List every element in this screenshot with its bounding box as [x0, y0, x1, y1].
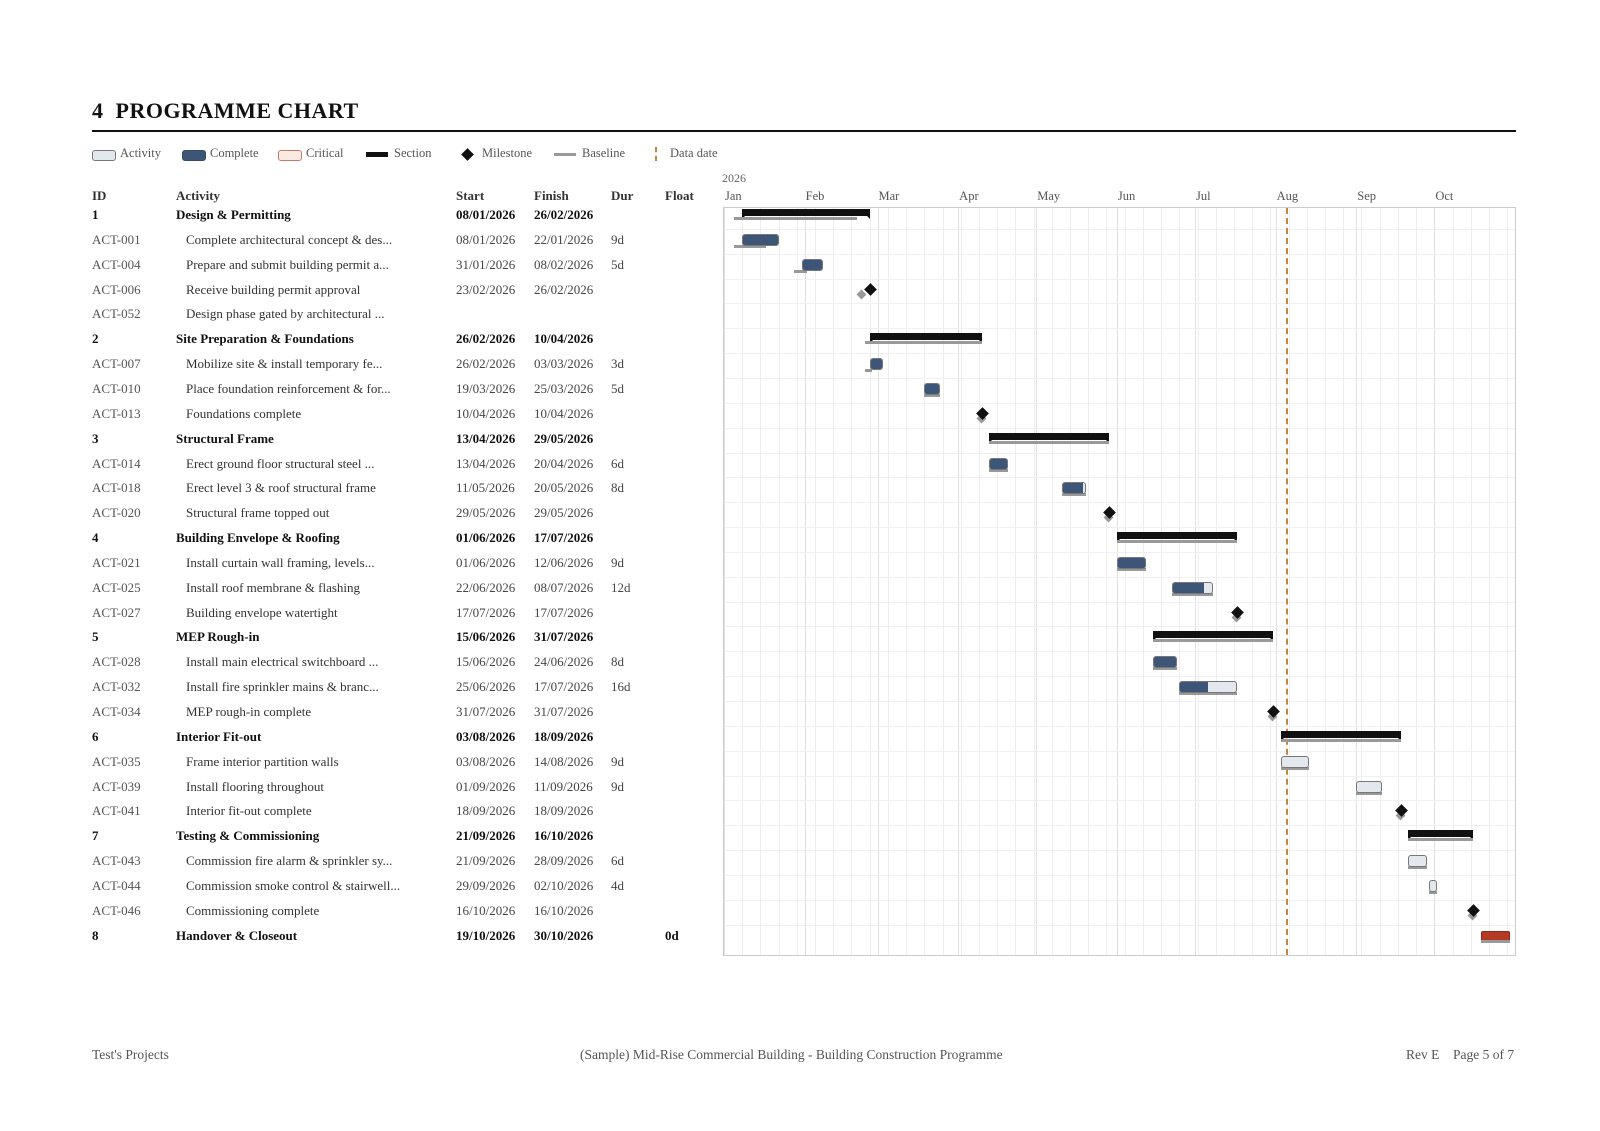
row-id: ACT-006 — [92, 281, 141, 297]
row-start-date: 08/01/2026 — [456, 231, 516, 247]
row-id: 1 — [92, 207, 99, 222]
column-header-activity: Activity — [176, 188, 221, 203]
row-start-date: 22/06/2026 — [456, 579, 516, 595]
row-start-date: 25/06/2026 — [456, 679, 516, 695]
row-gridline — [724, 726, 1515, 727]
row-id: ACT-014 — [92, 455, 141, 471]
row-start-date: 26/02/2026 — [456, 331, 516, 347]
row-activity-name: Structural Frame — [176, 430, 274, 446]
row-gridline — [724, 776, 1515, 777]
row-start-date: 19/10/2026 — [456, 927, 516, 943]
section-summary-bar[interactable] — [870, 333, 982, 340]
month-gridline — [958, 208, 959, 955]
row-id: ACT-025 — [92, 579, 141, 595]
row-finish-date: 22/01/2026 — [534, 231, 594, 247]
row-finish-date: 14/08/2026 — [534, 753, 594, 769]
week-gridline — [1106, 208, 1107, 955]
footer-revision: Rev E — [1406, 1047, 1440, 1062]
week-gridline — [1471, 208, 1472, 955]
month-gridline — [878, 208, 879, 955]
row-gridline — [724, 850, 1515, 851]
row-duration: 3d — [611, 356, 624, 372]
row-activity-name: Design phase gated by architectural ... — [186, 306, 385, 322]
activity-bar[interactable] — [1356, 781, 1382, 793]
row-activity-name: Commissioning complete — [186, 902, 320, 918]
week-gridline — [1143, 208, 1144, 955]
row-activity-name: Design & Permitting — [176, 207, 291, 222]
section-baseline-bar — [1281, 739, 1401, 742]
row-id: ACT-046 — [92, 902, 141, 918]
activity-progress-fill — [1063, 483, 1082, 493]
activity-swatch-icon — [92, 150, 116, 161]
week-gridline — [997, 208, 998, 955]
section-baseline-bar — [1153, 639, 1273, 642]
row-activity-name: Erect ground floor structural steel ... — [186, 455, 375, 471]
page-title: 4 PROGRAMME CHART — [92, 98, 359, 123]
row-duration: 12d — [611, 579, 631, 595]
row-start-date: 15/06/2026 — [456, 629, 516, 645]
week-gridline — [1125, 208, 1126, 955]
row-finish-date: 30/10/2026 — [534, 927, 594, 943]
row-gridline — [724, 875, 1515, 876]
row-gridline — [724, 502, 1515, 503]
row-duration: 9d — [611, 554, 624, 570]
section-summary-bar[interactable] — [1408, 830, 1473, 837]
row-start-date: 21/09/2026 — [456, 853, 516, 869]
row-finish-date: 17/07/2026 — [534, 530, 594, 546]
week-gridline — [870, 208, 871, 955]
month-label: Mar — [878, 189, 900, 203]
row-finish-date: 16/10/2026 — [534, 902, 594, 918]
row-activity-name: Place foundation reinforcement & for... — [186, 380, 391, 396]
row-id: 7 — [92, 828, 99, 844]
row-duration: 5d — [611, 256, 624, 272]
section-baseline-bar — [865, 341, 982, 344]
week-gridline — [906, 208, 907, 955]
row-start-date: 31/01/2026 — [456, 256, 516, 272]
row-finish-date: 10/04/2026 — [534, 331, 594, 347]
title-rule — [92, 130, 1516, 132]
week-gridline — [851, 208, 852, 955]
row-start-date: 11/05/2026 — [456, 480, 515, 496]
footer-page-number: Page 5 of 7 — [1453, 1047, 1515, 1062]
week-gridline — [1161, 208, 1162, 955]
row-activity-name: Commission fire alarm & sprinkler sy... — [186, 853, 393, 869]
row-activity-name: Receive building permit approval — [186, 281, 361, 297]
row-gridline — [724, 403, 1515, 404]
row-gridline — [724, 353, 1515, 354]
row-activity-name: Building envelope watertight — [186, 604, 338, 620]
row-id: ACT-035 — [92, 753, 141, 769]
row-gridline — [724, 229, 1515, 230]
row-start-date: 01/09/2026 — [456, 778, 516, 794]
week-gridline — [1270, 208, 1271, 955]
row-gridline — [724, 477, 1515, 478]
row-finish-date: 25/03/2026 — [534, 380, 594, 396]
activity-bar[interactable] — [1429, 880, 1437, 892]
row-id: ACT-028 — [92, 654, 141, 670]
row-activity-name: Handover & Closeout — [176, 927, 298, 943]
row-activity-name: Foundations complete — [186, 405, 302, 421]
row-start-date: 23/02/2026 — [456, 281, 516, 297]
week-gridline — [1070, 208, 1071, 955]
month-label: Feb — [805, 189, 825, 203]
row-start-date: 29/05/2026 — [456, 505, 516, 521]
week-gridline — [1015, 208, 1016, 955]
month-gridline — [1117, 208, 1118, 955]
row-duration: 16d — [611, 679, 631, 695]
row-gridline — [724, 328, 1515, 329]
month-label: Aug — [1276, 189, 1299, 203]
row-gridline — [724, 279, 1515, 280]
week-gridline — [742, 208, 743, 955]
row-activity-name: Commission smoke control & stairwell... — [186, 877, 401, 893]
row-finish-date: 20/04/2026 — [534, 455, 594, 471]
row-id: ACT-027 — [92, 604, 141, 620]
month-label: Jan — [725, 189, 742, 203]
row-gridline — [724, 552, 1515, 553]
month-gridline — [724, 208, 725, 955]
row-start-date: 03/08/2026 — [456, 753, 516, 769]
row-start-date: 13/04/2026 — [456, 430, 516, 446]
section-swatch-icon — [366, 152, 388, 157]
row-start-date: 19/03/2026 — [456, 380, 516, 396]
timeline-year: 2026 — [722, 171, 746, 185]
row-float: 0d — [665, 927, 679, 943]
row-activity-name: Install main electrical switchboard ... — [186, 654, 379, 670]
row-duration: 5d — [611, 380, 624, 396]
row-start-date: 08/01/2026 — [456, 207, 516, 222]
week-gridline — [1088, 208, 1089, 955]
row-gridline — [724, 676, 1515, 677]
row-id: ACT-001 — [92, 231, 141, 247]
row-duration: 8d — [611, 654, 624, 670]
row-start-date: 13/04/2026 — [456, 455, 516, 471]
row-activity-name: Testing & Commissioning — [176, 828, 320, 844]
section-summary-bar[interactable] — [989, 433, 1109, 440]
row-start-date: 29/09/2026 — [456, 877, 516, 893]
row-start-date: 15/06/2026 — [456, 654, 516, 670]
week-gridline — [979, 208, 980, 955]
week-gridline — [833, 208, 834, 955]
row-activity-name: Building Envelope & Roofing — [176, 530, 340, 546]
month-label: Apr — [959, 189, 979, 203]
row-duration: 8d — [611, 480, 624, 496]
activity-bar[interactable] — [1153, 656, 1176, 668]
row-id: ACT-004 — [92, 256, 141, 272]
week-gridline — [1216, 208, 1217, 955]
row-finish-date: 08/07/2026 — [534, 579, 594, 595]
week-gridline — [1289, 208, 1290, 955]
week-gridline — [961, 208, 962, 955]
section-summary-bar[interactable] — [1153, 631, 1273, 638]
data-date-line-icon — [655, 147, 657, 161]
row-finish-date: 18/09/2026 — [534, 803, 594, 819]
row-duration: 9d — [611, 753, 624, 769]
week-gridline — [1034, 208, 1035, 955]
row-gridline — [724, 577, 1515, 578]
week-gridline — [760, 208, 761, 955]
complete-swatch-icon — [182, 150, 206, 161]
row-gridline — [724, 825, 1515, 826]
row-activity-name: MEP rough-in complete — [186, 704, 312, 719]
row-finish-date: 31/07/2026 — [534, 629, 594, 645]
row-gridline — [724, 701, 1515, 702]
row-start-date: 01/06/2026 — [456, 554, 516, 570]
row-duration: 4d — [611, 877, 624, 893]
row-start-date: 21/09/2026 — [456, 828, 516, 844]
row-activity-name: Structural frame topped out — [186, 505, 330, 521]
activity-progress-fill — [743, 235, 777, 245]
row-id: ACT-052 — [92, 306, 141, 322]
column-header-start: Start — [456, 188, 485, 203]
section-summary-bar[interactable] — [1281, 731, 1401, 738]
row-id: ACT-018 — [92, 480, 141, 496]
week-gridline — [943, 208, 944, 955]
section-summary-bar[interactable] — [742, 209, 869, 216]
week-gridline — [1325, 208, 1326, 955]
row-activity-name: Complete architectural concept & des... — [186, 231, 393, 247]
row-finish-date: 31/07/2026 — [534, 704, 594, 719]
row-id: ACT-044 — [92, 877, 141, 893]
week-gridline — [1052, 208, 1053, 955]
column-header-float: Float — [665, 188, 694, 203]
row-finish-date: 18/09/2026 — [534, 728, 594, 744]
week-gridline — [1234, 208, 1235, 955]
activity-progress-fill — [1173, 583, 1205, 593]
row-duration: 6d — [611, 455, 624, 471]
week-gridline — [797, 208, 798, 955]
row-finish-date: 12/06/2026 — [534, 554, 594, 570]
row-finish-date: 02/10/2026 — [534, 877, 594, 893]
row-activity-name: Frame interior partition walls — [186, 753, 339, 769]
milestone-diamond-icon — [461, 148, 474, 161]
row-id: ACT-013 — [92, 405, 141, 421]
week-gridline — [1507, 208, 1508, 955]
footer-document-title: (Sample) Mid-Rise Commercial Building - Building Construction Programme — [580, 1047, 1003, 1062]
row-gridline — [724, 602, 1515, 603]
row-id: 8 — [92, 927, 99, 943]
week-gridline — [1416, 208, 1417, 955]
activity-progress-fill — [1154, 657, 1175, 667]
row-id: 6 — [92, 728, 99, 744]
row-finish-date: 10/04/2026 — [534, 405, 594, 421]
row-start-date: 10/04/2026 — [456, 405, 516, 421]
week-gridline — [888, 208, 889, 955]
row-start-date: 03/08/2026 — [456, 728, 516, 744]
activity-progress-fill — [871, 359, 882, 369]
week-gridline — [1489, 208, 1490, 955]
month-gridline — [1434, 208, 1435, 955]
activity-bar[interactable] — [1062, 482, 1085, 494]
activity-bar[interactable] — [802, 259, 823, 271]
row-finish-date: 29/05/2026 — [534, 505, 594, 521]
row-finish-date: 26/02/2026 — [534, 281, 594, 297]
activity-bar[interactable] — [924, 383, 940, 395]
row-activity-name: Interior fit-out complete — [186, 803, 312, 819]
row-finish-date: 24/06/2026 — [534, 654, 594, 670]
row-start-date: 26/02/2026 — [456, 356, 516, 372]
activity-bar[interactable] — [742, 234, 778, 246]
row-start-date: 18/09/2026 — [456, 803, 516, 819]
activity-bar[interactable] — [870, 358, 883, 370]
section-baseline-bar — [1408, 838, 1473, 841]
row-finish-date: 29/05/2026 — [534, 430, 594, 446]
section-baseline-bar — [989, 441, 1109, 444]
row-activity-name: Install flooring throughout — [186, 778, 324, 794]
row-activity-name: Interior Fit-out — [176, 728, 262, 744]
section-summary-bar[interactable] — [1117, 532, 1237, 539]
week-gridline — [779, 208, 780, 955]
row-id: ACT-021 — [92, 554, 141, 570]
week-gridline — [1361, 208, 1362, 955]
row-gridline — [724, 527, 1515, 528]
row-start-date: 31/07/2026 — [456, 704, 516, 719]
row-finish-date: 11/09/2026 — [534, 778, 593, 794]
month-label: May — [1037, 189, 1061, 203]
column-header-id: ID — [92, 188, 107, 203]
row-id: ACT-043 — [92, 853, 141, 869]
activity-bar[interactable] — [1408, 855, 1426, 867]
row-finish-date: 17/07/2026 — [534, 679, 594, 695]
row-activity-name: Erect level 3 & roof structural frame — [186, 480, 376, 496]
row-start-date: 17/07/2026 — [456, 604, 516, 620]
activity-bar[interactable] — [1179, 681, 1236, 693]
row-id: ACT-039 — [92, 778, 141, 794]
row-duration: 9d — [611, 778, 624, 794]
column-header-dur: Dur — [611, 188, 634, 203]
row-id: 3 — [92, 430, 99, 446]
row-id: ACT-034 — [92, 704, 141, 719]
row-gridline — [724, 378, 1515, 379]
month-label: Sep — [1357, 189, 1377, 203]
section-baseline-bar — [1117, 540, 1237, 543]
month-label: Jun — [1117, 189, 1136, 203]
row-gridline — [724, 800, 1515, 801]
row-activity-name: Install roof membrane & flashing — [186, 579, 361, 595]
week-gridline — [1453, 208, 1454, 955]
row-finish-date: 08/02/2026 — [534, 256, 594, 272]
activity-progress-fill — [925, 384, 939, 394]
row-activity-name: MEP Rough-in — [176, 629, 260, 645]
baseline-line-icon — [554, 153, 576, 156]
row-gridline — [724, 303, 1515, 304]
month-gridline — [805, 208, 806, 955]
activity-bar[interactable] — [989, 458, 1007, 470]
row-activity-name: Install curtain wall framing, levels... — [186, 554, 375, 570]
row-finish-date: 16/10/2026 — [534, 828, 594, 844]
row-id: ACT-007 — [92, 356, 141, 372]
activity-progress-fill — [990, 459, 1006, 469]
column-header-finish: Finish — [534, 188, 569, 203]
month-gridline — [1356, 208, 1357, 955]
activity-bar[interactable] — [1117, 557, 1146, 569]
row-finish-date: 03/03/2026 — [534, 356, 594, 372]
critical-swatch-icon — [278, 150, 302, 161]
gantt-chart-area — [723, 207, 1516, 956]
row-activity-name: Mobilize site & install temporary fe... — [186, 356, 383, 372]
row-activity-name: Install fire sprinkler mains & branc... — [186, 679, 379, 695]
month-label: Oct — [1435, 189, 1454, 203]
row-gridline — [724, 925, 1515, 926]
row-duration: 6d — [611, 853, 624, 869]
month-gridline — [1036, 208, 1037, 955]
week-gridline — [1380, 208, 1381, 955]
row-gridline — [724, 751, 1515, 752]
row-activity-name: Prepare and submit building permit a... — [186, 256, 389, 272]
row-gridline — [724, 254, 1515, 255]
row-id: 2 — [92, 331, 99, 347]
row-id: ACT-020 — [92, 505, 141, 521]
row-gridline — [724, 900, 1515, 901]
critical-baseline-bar — [1481, 940, 1510, 943]
data-date-line — [1286, 208, 1288, 955]
week-gridline — [1398, 208, 1399, 955]
week-gridline — [815, 208, 816, 955]
row-finish-date: 17/07/2026 — [534, 604, 594, 620]
month-gridline — [1276, 208, 1277, 955]
row-id: ACT-032 — [92, 679, 141, 695]
row-duration: 9d — [611, 231, 624, 247]
month-label: Jul — [1195, 189, 1211, 203]
row-id: ACT-010 — [92, 380, 141, 396]
row-id: 4 — [92, 530, 99, 546]
row-start-date: 16/10/2026 — [456, 902, 516, 918]
week-gridline — [1307, 208, 1308, 955]
row-finish-date: 28/09/2026 — [534, 853, 594, 869]
activity-progress-fill — [1118, 558, 1145, 568]
activity-bar[interactable] — [1172, 582, 1214, 594]
row-id: ACT-041 — [92, 803, 141, 819]
row-id: 5 — [92, 629, 99, 645]
row-finish-date: 20/05/2026 — [534, 480, 594, 496]
week-gridline — [1252, 208, 1253, 955]
row-activity-name: Site Preparation & Foundations — [176, 331, 354, 347]
section-baseline-bar — [734, 217, 856, 220]
row-finish-date: 26/02/2026 — [534, 207, 594, 222]
week-gridline — [924, 208, 925, 955]
row-gridline — [724, 453, 1515, 454]
row-gridline — [724, 428, 1515, 429]
row-gridline — [724, 651, 1515, 652]
activity-progress-fill — [803, 260, 822, 270]
activity-bar[interactable] — [1281, 756, 1310, 768]
row-gridline — [724, 626, 1515, 627]
week-gridline — [1343, 208, 1344, 955]
footer-project-owner: Test's Projects — [92, 1047, 169, 1062]
row-start-date: 01/06/2026 — [456, 530, 516, 546]
activity-progress-fill — [1180, 682, 1208, 692]
